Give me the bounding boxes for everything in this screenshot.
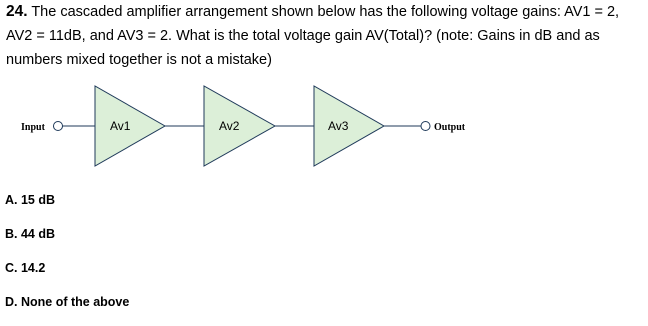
option-b[interactable]: B. 44 dB xyxy=(5,227,56,241)
input-terminal xyxy=(54,122,63,131)
output-terminal xyxy=(421,122,430,131)
answer-options xyxy=(5,190,129,326)
amplifier-av2-label: Av2 xyxy=(219,119,240,133)
amplifier-av2 xyxy=(204,86,275,166)
question-text xyxy=(6,0,642,72)
cascaded-amplifier-diagram xyxy=(0,83,648,173)
option-a[interactable]: A. 15 dB xyxy=(5,193,56,207)
amplifier-av1-label: Av1 xyxy=(110,119,131,133)
amplifier-av3 xyxy=(314,86,384,166)
question-body: The cascaded amplifier arrangement shown below has the following voltage gains: AV1 = 2, AV2 = 11dB, and AV3 = 2. What is the total voltage gain AV(Total)? (note: Gains in dB and as numbers mixed together is not a mistake) xyxy=(6,4,620,68)
input-label: Input xyxy=(21,122,45,133)
option-d[interactable]: D. None of the above xyxy=(5,295,130,309)
amplifier-av3-label: Av3 xyxy=(328,119,349,133)
question-number: 24. xyxy=(6,3,28,20)
output-label: Output xyxy=(434,122,466,133)
option-c[interactable]: C. 14.2 xyxy=(5,261,46,275)
